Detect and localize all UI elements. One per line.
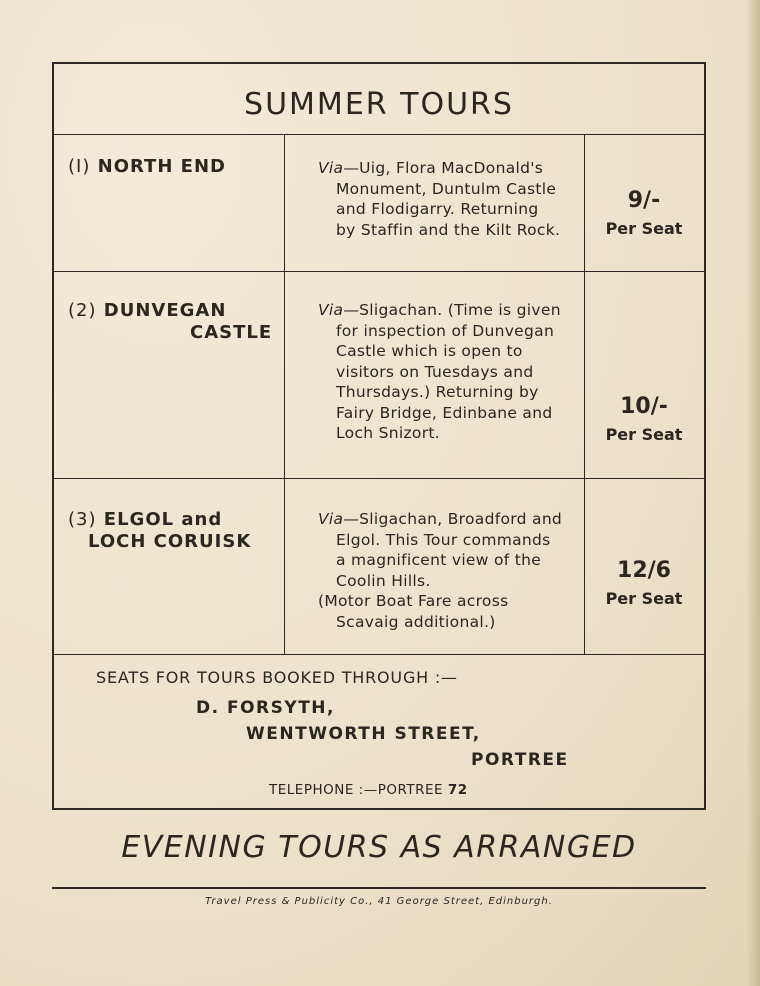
- tour-1-desc-line: —Uig, Flora MacDonald's: [343, 159, 544, 177]
- tour-3-desc-line: a magnificent view of the: [336, 551, 542, 569]
- tour-3-name-line1: ELGOL and: [103, 509, 223, 530]
- tour-3-price: [584, 558, 704, 610]
- tour-3-number: (3): [68, 509, 97, 530]
- page-title: SUMMER TOURS: [244, 87, 514, 122]
- evening-tours-banner: EVENING TOURS AS ARRANGED: [121, 830, 637, 865]
- row-divider-3: [54, 654, 704, 655]
- tour-3-price-amount: 12/6: [617, 558, 671, 583]
- tour-1-price: [584, 188, 704, 240]
- tour-1-desc-line: by Staffin and the Kilt Rock.: [336, 220, 561, 239]
- booking-name: D. FORSYTH,: [196, 698, 335, 718]
- tour-2-description: [318, 300, 572, 444]
- tour-3-per-seat: Per Seat: [605, 589, 683, 608]
- row-divider-2: [54, 478, 704, 479]
- tours-table-frame: [52, 62, 706, 810]
- tour-2-desc-line: visitors on Tuesdays and: [336, 362, 534, 381]
- tour-2-desc-line: Fairy Bridge, Edinbane and: [336, 403, 553, 422]
- tour-2-name: [68, 300, 226, 322]
- telephone-number: 72: [447, 782, 468, 798]
- column-divider-1: [284, 134, 285, 654]
- tour-2-name-line1: DUNVEGAN: [103, 300, 227, 321]
- tour-2-desc-line: Loch Snizort.: [336, 424, 440, 442]
- tour-1-desc-line: Monument, Duntulm Castle: [336, 179, 557, 198]
- booking-telephone: [269, 782, 468, 798]
- tour-2-desc-line: —Sligachan. (Time is given: [343, 301, 561, 319]
- tour-1-number: (I): [68, 156, 91, 177]
- tour-1-name: [68, 156, 226, 178]
- tour-3-note: (Motor Boat Fare across Scavaig additional.): [318, 592, 509, 631]
- tour-2-name-line2: CASTLE: [190, 322, 273, 343]
- tour-1-name-line1: NORTH END: [97, 156, 226, 177]
- title-divider: [54, 134, 704, 135]
- tour-3-desc-line: —Sligachan, Broadford and: [343, 510, 563, 528]
- tour-2-desc-line: Castle which is open to: [336, 342, 523, 360]
- tour-2-desc-line: Thursdays.) Returning by: [336, 383, 539, 401]
- tour-2-price: [584, 394, 704, 446]
- tour-1-price-amount: 9/-: [627, 188, 661, 213]
- tour-3-name: [68, 509, 222, 531]
- tour-3-via: Via: [318, 510, 344, 528]
- tour-2-desc-line: for inspection of Dunvegan: [336, 321, 555, 340]
- booking-street: WENTWORTH STREET,: [246, 724, 481, 744]
- tour-1-via: Via: [318, 159, 344, 177]
- tour-1-desc-line: and Flodigarry. Returning: [336, 200, 539, 218]
- tour-2-via: Via: [318, 301, 344, 319]
- telephone-label: TELEPHONE :—PORTREE: [269, 782, 444, 798]
- tour-3-desc-line: Elgol. This Tour commands: [336, 530, 551, 549]
- tour-2-number: (2): [68, 300, 97, 321]
- tour-3-description: [318, 509, 572, 632]
- booking-intro: SEATS FOR TOURS BOOKED THROUGH :—: [96, 668, 458, 687]
- tour-3-desc-line: Coolin Hills.: [336, 571, 431, 590]
- footer-rule: [52, 887, 706, 889]
- booking-town: PORTREE: [471, 750, 569, 770]
- tour-1-description: [318, 158, 572, 240]
- printer-imprint: Travel Press & Publicity Co., 41 George Street, Edinburgh.: [205, 896, 553, 907]
- tour-1-per-seat: Per Seat: [605, 219, 683, 238]
- tour-2-price-amount: 10/-: [620, 394, 668, 419]
- page-edge-shadow: [746, 0, 760, 986]
- tour-2-per-seat: Per Seat: [605, 425, 683, 444]
- tour-3-name-line2: LOCH CORUISK: [88, 531, 252, 552]
- row-divider-1: [54, 271, 704, 272]
